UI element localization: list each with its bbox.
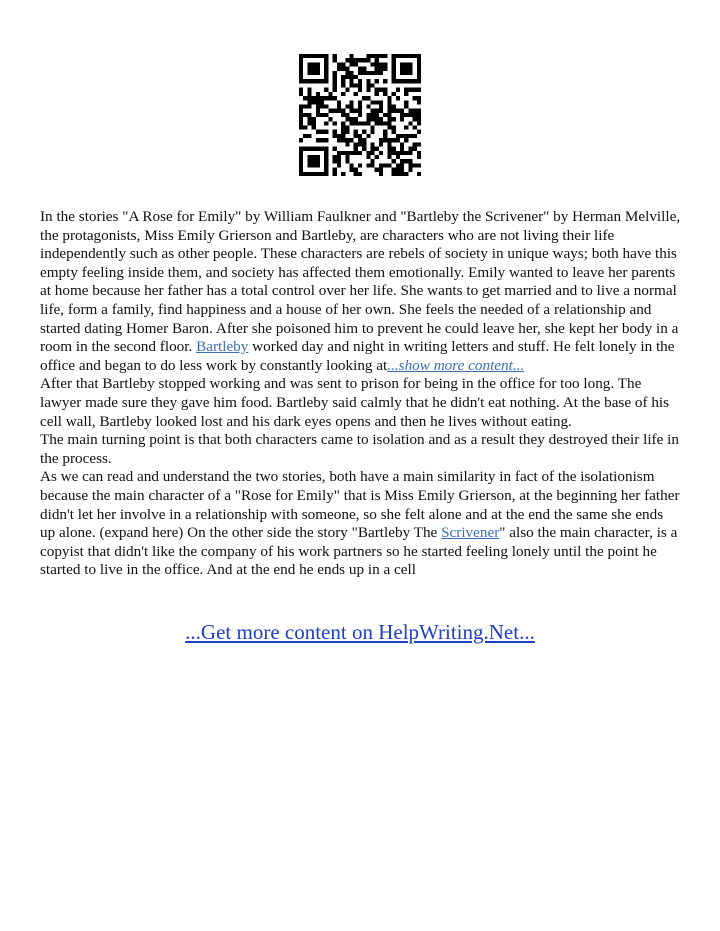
bartleby-link[interactable]: Bartleby <box>196 338 249 356</box>
paragraph-1-text-a: In the stories "A Rose for Emily" by William Faulkner and "Bartleby the Scrivener" by Herman Melville, the protagonists, Miss Emily Grierson and Bartleby, are characters who are not living their life independently such as other people. These characters are rebels of society in unique ways; both have this empty feeling inside them, and society has affected them emotionally. Emily wanted to leave her parents at home because her father has a total control over her life. She wants to get married and to live a normal life, form a family, find happiness and a house of her own. She feels the needed of a relationship and started dating Homer Baron. After she poisoned him to prevent he could leave her, she kept her body in a room in the second floor. <box>40 208 681 356</box>
get-more-content-link[interactable]: ...Get more content on HelpWriting.Net... <box>185 620 535 644</box>
scrivener-link[interactable]: Scrivener <box>441 524 500 542</box>
paragraph-3: The main turning point is that both characters came to isolation and as a result they destroyed their life in the process. <box>40 431 679 467</box>
paragraph-4-text-b: " also the main character, is a copyist that didn't like the company of his work partners so he started feeling lonely until the point he started to live in the office. And at the end he ends up in a cell <box>40 524 678 579</box>
paragraph-2: After that Bartleby stopped working and was sent to prison for being in the office for too long. The lawyer made sure they gave him food. Bartleby said calmly that he didn't eat nothing. At the base of his cell wall, Bartleby looked lost and his dark eyes opens and then he lives without eating. <box>40 375 670 430</box>
cta-container <box>0 619 720 645</box>
show-more-link[interactable]: ...show more content... <box>387 356 525 374</box>
qr-code-icon <box>299 54 421 176</box>
paragraph-1-text-b: worked day and night in writing letters and stuff. He felt lonely in the office and began to do less work by constantly looking at <box>40 338 675 374</box>
article-body <box>40 208 682 580</box>
paragraph-4 <box>40 468 682 580</box>
paragraph-4-text-a: As we can read and understand the two stories, both have a main similarity in fact of the isolationism because the main character of a "Rose for Emily" that is Miss Emily Grierson, at the beginning her father didn't let her involve in a relationship with someone, so she felt alone and at the end the same she ends up alone. (expand here) On the other side the story "Bartleby The <box>40 468 680 542</box>
qr-code <box>299 54 421 176</box>
paragraph-1 <box>40 208 682 375</box>
